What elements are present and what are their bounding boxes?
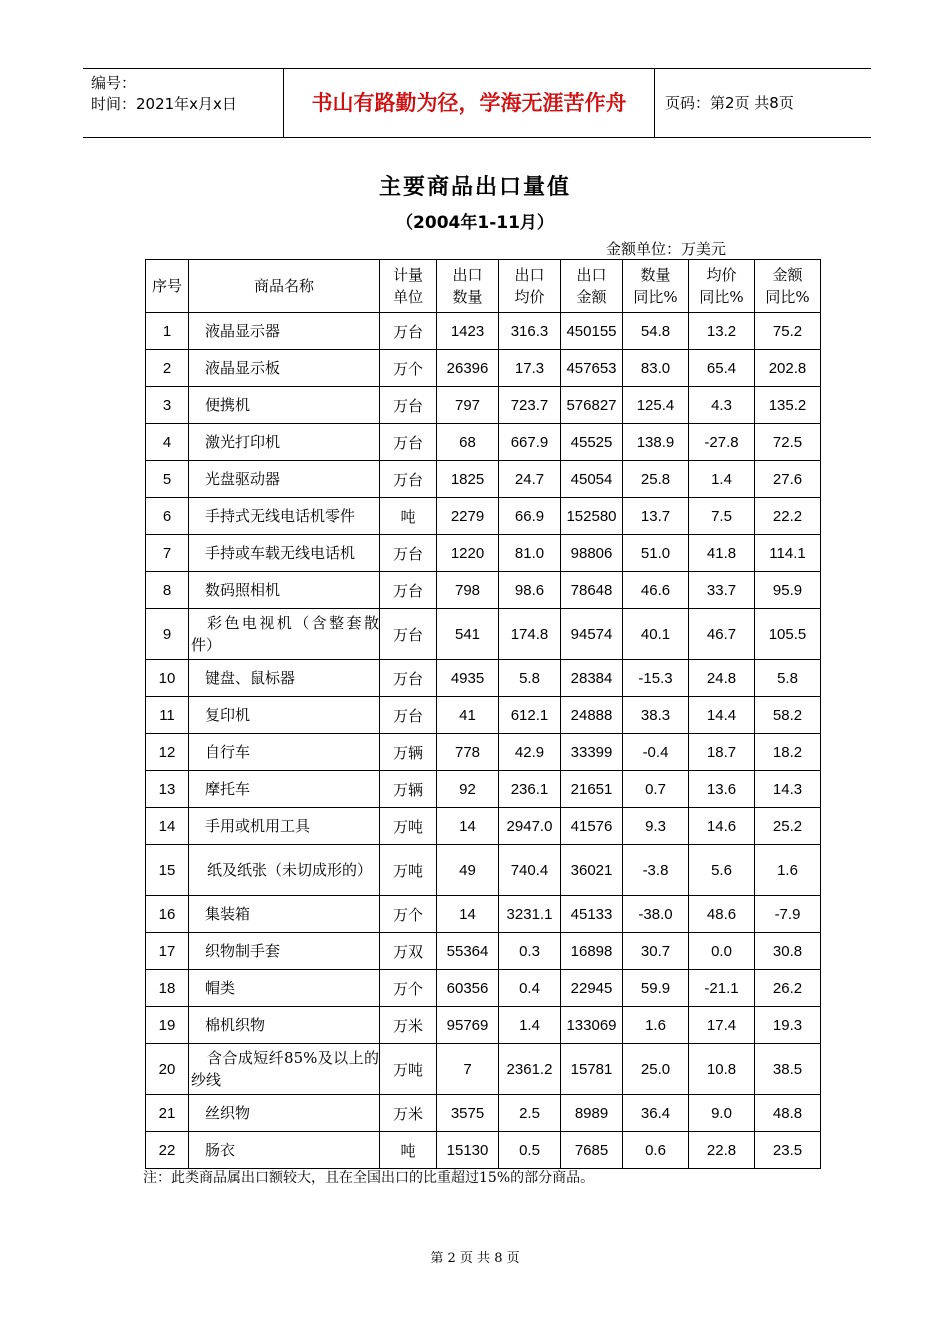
unit-cell: 万个 — [380, 970, 437, 1007]
avg-price-cell: 667.9 — [499, 424, 561, 461]
price-yoy-cell: 65.4 — [689, 350, 755, 387]
unit-cell: 万台 — [380, 424, 437, 461]
column-header — [689, 260, 755, 313]
row-index-cell: 3 — [146, 387, 189, 424]
amount-yoy-cell: 19.3 — [755, 1007, 821, 1044]
table-row — [146, 461, 821, 498]
unit-cell: 万吨 — [380, 808, 437, 845]
amount-yoy-cell: 25.2 — [755, 808, 821, 845]
product-name: 手持式无线电话机零件 — [205, 507, 356, 525]
product-name-cell — [189, 1095, 380, 1132]
product-name-cell — [189, 1044, 380, 1095]
product-name-cell — [189, 771, 380, 808]
price-yoy-cell: 17.4 — [689, 1007, 755, 1044]
column-header-line: 同比% — [633, 288, 678, 306]
table-row — [146, 535, 821, 572]
export-quantity-cell: 798 — [437, 572, 499, 609]
table-row — [146, 1095, 821, 1132]
product-name: 数码照相机 — [205, 581, 281, 599]
price-yoy-cell: 14.6 — [689, 808, 755, 845]
amount-yoy-cell: 22.2 — [755, 498, 821, 535]
export-quantity-cell: 95769 — [437, 1007, 499, 1044]
price-yoy-cell: 48.6 — [689, 896, 755, 933]
row-index-cell: 15 — [146, 845, 189, 896]
table-row — [146, 1132, 821, 1169]
price-yoy-cell: 4.3 — [689, 387, 755, 424]
export-amount-cell: 16898 — [561, 933, 623, 970]
product-name-cell — [189, 387, 380, 424]
product-name: 复印机 — [205, 706, 251, 724]
unit-note: 金额单位：万美元 — [606, 240, 727, 258]
quantity-yoy-cell: 59.9 — [623, 970, 689, 1007]
page-subtitle: （2004年1-11月） — [396, 213, 554, 233]
row-index-cell: 6 — [146, 498, 189, 535]
product-name: 激光打印机 — [205, 433, 281, 451]
export-amount-cell: 45525 — [561, 424, 623, 461]
product-name: 纸及纸张（未切成形的） — [207, 861, 373, 879]
unit-cell: 吨 — [380, 498, 437, 535]
export-quantity-cell: 3575 — [437, 1095, 499, 1132]
quantity-yoy-cell: -0.4 — [623, 734, 689, 771]
product-name-cell — [189, 350, 380, 387]
product-name: 手持或车载无线电话机 — [205, 544, 356, 562]
product-name-cell — [189, 660, 380, 697]
row-index-cell: 18 — [146, 970, 189, 1007]
amount-yoy-cell: 58.2 — [755, 697, 821, 734]
avg-price-cell: 0.4 — [499, 970, 561, 1007]
avg-price-cell: 2.5 — [499, 1095, 561, 1132]
amount-yoy-cell: 5.8 — [755, 660, 821, 697]
export-amount-cell: 41576 — [561, 808, 623, 845]
column-header — [380, 260, 437, 313]
product-name-cell — [189, 808, 380, 845]
table-row — [146, 350, 821, 387]
avg-price-cell: 1.4 — [499, 1007, 561, 1044]
row-index-cell: 7 — [146, 535, 189, 572]
unit-cell: 万辆 — [380, 771, 437, 808]
product-name: 液晶显示器 — [205, 322, 281, 340]
table-row — [146, 424, 821, 461]
export-amount-cell: 98806 — [561, 535, 623, 572]
product-name: 彩色电视机（含整套散件） — [191, 614, 379, 654]
price-yoy-cell: 9.0 — [689, 1095, 755, 1132]
table-row — [146, 387, 821, 424]
column-header-line: 商品名称 — [253, 277, 314, 295]
product-name: 织物制手套 — [205, 942, 281, 960]
export-quantity-cell: 541 — [437, 609, 499, 660]
unit-cell: 万米 — [380, 1095, 437, 1132]
export-quantity-cell: 4935 — [437, 660, 499, 697]
column-header — [499, 260, 561, 313]
table-row — [146, 1044, 821, 1095]
avg-price-cell: 2361.2 — [499, 1044, 561, 1095]
amount-yoy-cell: 18.2 — [755, 734, 821, 771]
product-name-cell — [189, 535, 380, 572]
row-index-cell: 17 — [146, 933, 189, 970]
avg-price-cell: 316.3 — [499, 313, 561, 350]
export-amount-cell: 576827 — [561, 387, 623, 424]
amount-yoy-cell: 27.6 — [755, 461, 821, 498]
product-name: 棉机织物 — [205, 1016, 266, 1034]
amount-yoy-cell: 72.5 — [755, 424, 821, 461]
quantity-yoy-cell: -3.8 — [623, 845, 689, 896]
table-row — [146, 660, 821, 697]
export-amount-cell: 78648 — [561, 572, 623, 609]
export-amount-cell: 22945 — [561, 970, 623, 1007]
quantity-yoy-cell: 83.0 — [623, 350, 689, 387]
table-row — [146, 609, 821, 660]
product-name: 集装箱 — [205, 905, 251, 923]
quantity-yoy-cell: 138.9 — [623, 424, 689, 461]
export-quantity-cell: 60356 — [437, 970, 499, 1007]
avg-price-cell: 740.4 — [499, 845, 561, 896]
column-header — [623, 260, 689, 313]
unit-cell: 万个 — [380, 896, 437, 933]
avg-price-cell: 3231.1 — [499, 896, 561, 933]
column-header-line: 计量 — [392, 266, 423, 284]
export-table — [145, 259, 821, 1169]
column-header-line: 金额 — [772, 266, 803, 284]
export-amount-cell: 33399 — [561, 734, 623, 771]
table-row — [146, 771, 821, 808]
avg-price-cell: 0.5 — [499, 1132, 561, 1169]
unit-cell: 万台 — [380, 313, 437, 350]
column-header-line: 出口 — [576, 266, 607, 284]
table-row — [146, 1007, 821, 1044]
amount-yoy-cell: 114.1 — [755, 535, 821, 572]
row-index-cell: 19 — [146, 1007, 189, 1044]
quantity-yoy-cell: 0.6 — [623, 1132, 689, 1169]
row-index-cell: 14 — [146, 808, 189, 845]
unit-cell: 万台 — [380, 609, 437, 660]
quantity-yoy-cell: 54.8 — [623, 313, 689, 350]
amount-yoy-cell: 26.2 — [755, 970, 821, 1007]
export-quantity-cell: 68 — [437, 424, 499, 461]
export-amount-cell: 450155 — [561, 313, 623, 350]
column-header-line: 金额 — [576, 288, 607, 306]
row-index-cell: 4 — [146, 424, 189, 461]
doc-code-label: 编号： — [91, 74, 137, 92]
price-yoy-cell: 13.2 — [689, 313, 755, 350]
column-header-line: 均价 — [514, 288, 545, 306]
price-yoy-cell: 41.8 — [689, 535, 755, 572]
export-amount-cell: 28384 — [561, 660, 623, 697]
product-name-cell — [189, 313, 380, 350]
column-header-line: 出口 — [514, 266, 545, 284]
avg-price-cell: 66.9 — [499, 498, 561, 535]
price-yoy-cell: 10.8 — [689, 1044, 755, 1095]
table-row — [146, 896, 821, 933]
export-quantity-cell: 797 — [437, 387, 499, 424]
row-index-cell: 16 — [146, 896, 189, 933]
amount-yoy-cell: 105.5 — [755, 609, 821, 660]
export-amount-cell: 7685 — [561, 1132, 623, 1169]
product-name-cell — [189, 1132, 380, 1169]
row-index-cell: 20 — [146, 1044, 189, 1095]
table-row — [146, 933, 821, 970]
row-index-cell: 12 — [146, 734, 189, 771]
unit-cell: 万米 — [380, 1007, 437, 1044]
export-quantity-cell: 14 — [437, 808, 499, 845]
product-name: 丝织物 — [205, 1104, 251, 1122]
row-index-cell: 2 — [146, 350, 189, 387]
amount-yoy-cell: 75.2 — [755, 313, 821, 350]
product-name-cell — [189, 609, 380, 660]
table-row — [146, 734, 821, 771]
unit-cell: 万台 — [380, 535, 437, 572]
column-header — [146, 260, 189, 313]
column-header-line: 数量 — [452, 288, 483, 306]
avg-price-cell: 174.8 — [499, 609, 561, 660]
avg-price-cell: 0.3 — [499, 933, 561, 970]
export-quantity-cell: 14 — [437, 896, 499, 933]
export-quantity-cell: 2279 — [437, 498, 499, 535]
price-yoy-cell: 14.4 — [689, 697, 755, 734]
product-name-cell — [189, 498, 380, 535]
avg-price-cell: 42.9 — [499, 734, 561, 771]
product-name-cell — [189, 933, 380, 970]
export-quantity-cell: 1825 — [437, 461, 499, 498]
amount-yoy-cell: 202.8 — [755, 350, 821, 387]
unit-cell: 吨 — [380, 1132, 437, 1169]
quantity-yoy-cell: 46.6 — [623, 572, 689, 609]
export-amount-cell: 45133 — [561, 896, 623, 933]
avg-price-cell: 2947.0 — [499, 808, 561, 845]
product-name: 键盘、鼠标器 — [205, 669, 296, 687]
price-yoy-cell: 5.6 — [689, 845, 755, 896]
avg-price-cell: 612.1 — [499, 697, 561, 734]
quantity-yoy-cell: 38.3 — [623, 697, 689, 734]
header-divider — [654, 69, 655, 137]
table-body — [146, 313, 821, 1169]
product-name: 光盘驱动器 — [205, 470, 281, 488]
table-row — [146, 313, 821, 350]
avg-price-cell: 24.7 — [499, 461, 561, 498]
table-footnote: 注：此类商品属出口额较大，且在全国出口的比重超过15%的部分商品。 — [143, 1170, 595, 1186]
product-name: 肠衣 — [205, 1141, 236, 1159]
amount-yoy-cell: 135.2 — [755, 387, 821, 424]
avg-price-cell: 98.6 — [499, 572, 561, 609]
column-header-line: 数量 — [640, 266, 671, 284]
unit-cell: 万台 — [380, 461, 437, 498]
product-name: 帽类 — [205, 979, 236, 997]
avg-price-cell: 5.8 — [499, 660, 561, 697]
column-header — [437, 260, 499, 313]
unit-cell: 万辆 — [380, 734, 437, 771]
export-amount-cell: 94574 — [561, 609, 623, 660]
column-header — [561, 260, 623, 313]
unit-cell: 万台 — [380, 387, 437, 424]
quantity-yoy-cell: 25.0 — [623, 1044, 689, 1095]
unit-cell: 万吨 — [380, 845, 437, 896]
avg-price-cell: 236.1 — [499, 771, 561, 808]
product-name: 自行车 — [205, 743, 251, 761]
export-amount-cell: 24888 — [561, 697, 623, 734]
row-index-cell: 13 — [146, 771, 189, 808]
column-header-line: 同比% — [765, 288, 810, 306]
export-quantity-cell: 92 — [437, 771, 499, 808]
avg-price-cell: 723.7 — [499, 387, 561, 424]
page-footer: 第 2 页 共 8 页 — [430, 1251, 520, 1266]
export-quantity-cell: 26396 — [437, 350, 499, 387]
page-header — [83, 68, 871, 138]
page-title: 主要商品出口量值 — [378, 175, 571, 200]
export-quantity-cell: 1220 — [437, 535, 499, 572]
column-header — [755, 260, 821, 313]
amount-yoy-cell: 23.5 — [755, 1132, 821, 1169]
product-name-cell — [189, 572, 380, 609]
unit-cell: 万台 — [380, 572, 437, 609]
table-row — [146, 572, 821, 609]
quantity-yoy-cell: 13.7 — [623, 498, 689, 535]
price-yoy-cell: 33.7 — [689, 572, 755, 609]
quantity-yoy-cell: 1.6 — [623, 1007, 689, 1044]
quantity-yoy-cell: -15.3 — [623, 660, 689, 697]
unit-cell: 万个 — [380, 350, 437, 387]
amount-yoy-cell: 1.6 — [755, 845, 821, 896]
amount-yoy-cell: 95.9 — [755, 572, 821, 609]
column-header — [189, 260, 380, 313]
export-quantity-cell: 15130 — [437, 1132, 499, 1169]
column-header-line: 均价 — [706, 266, 737, 284]
row-index-cell: 9 — [146, 609, 189, 660]
price-yoy-cell: 1.4 — [689, 461, 755, 498]
price-yoy-cell: -21.1 — [689, 970, 755, 1007]
product-name-cell — [189, 461, 380, 498]
product-name: 含合成短纤85%及以上的纱线 — [191, 1049, 379, 1089]
quantity-yoy-cell: 9.3 — [623, 808, 689, 845]
price-yoy-cell: 7.5 — [689, 498, 755, 535]
export-amount-cell: 152580 — [561, 498, 623, 535]
row-index-cell: 11 — [146, 697, 189, 734]
quantity-yoy-cell: 30.7 — [623, 933, 689, 970]
export-amount-cell: 45054 — [561, 461, 623, 498]
export-quantity-cell: 41 — [437, 697, 499, 734]
product-name: 液晶显示板 — [205, 359, 281, 377]
export-quantity-cell: 7 — [437, 1044, 499, 1095]
unit-cell: 万台 — [380, 697, 437, 734]
product-name-cell — [189, 424, 380, 461]
row-index-cell: 22 — [146, 1132, 189, 1169]
avg-price-cell: 81.0 — [499, 535, 561, 572]
table-row — [146, 697, 821, 734]
avg-price-cell: 17.3 — [499, 350, 561, 387]
price-yoy-cell: 46.7 — [689, 609, 755, 660]
export-quantity-cell: 55364 — [437, 933, 499, 970]
price-yoy-cell: 18.7 — [689, 734, 755, 771]
product-name-cell — [189, 970, 380, 1007]
quantity-yoy-cell: 0.7 — [623, 771, 689, 808]
row-index-cell: 21 — [146, 1095, 189, 1132]
quantity-yoy-cell: 40.1 — [623, 609, 689, 660]
amount-yoy-cell: 14.3 — [755, 771, 821, 808]
amount-yoy-cell: -7.9 — [755, 896, 821, 933]
product-name-cell — [189, 896, 380, 933]
export-quantity-cell: 778 — [437, 734, 499, 771]
amount-yoy-cell: 48.8 — [755, 1095, 821, 1132]
price-yoy-cell: 24.8 — [689, 660, 755, 697]
price-yoy-cell: 0.0 — [689, 933, 755, 970]
quantity-yoy-cell: 125.4 — [623, 387, 689, 424]
product-name: 手用或机用工具 — [205, 817, 311, 835]
header-motto: 书山有路勤为径，学海无涯苦作舟 — [311, 91, 627, 115]
table-row — [146, 845, 821, 896]
export-amount-cell: 36021 — [561, 845, 623, 896]
row-index-cell: 5 — [146, 461, 189, 498]
price-yoy-cell: 13.6 — [689, 771, 755, 808]
product-name: 便携机 — [205, 396, 251, 414]
price-yoy-cell: -27.8 — [689, 424, 755, 461]
export-amount-cell: 8989 — [561, 1095, 623, 1132]
column-header-line: 出口 — [452, 266, 483, 284]
amount-yoy-cell: 30.8 — [755, 933, 821, 970]
product-name-cell — [189, 734, 380, 771]
export-amount-cell: 133069 — [561, 1007, 623, 1044]
table-header-row — [146, 260, 821, 313]
unit-cell: 万双 — [380, 933, 437, 970]
quantity-yoy-cell: 25.8 — [623, 461, 689, 498]
unit-cell: 万吨 — [380, 1044, 437, 1095]
export-amount-cell: 21651 — [561, 771, 623, 808]
row-index-cell: 1 — [146, 313, 189, 350]
doc-date-label: 时间：2021年x月x日 — [91, 95, 237, 113]
export-quantity-cell: 1423 — [437, 313, 499, 350]
column-header-line: 序号 — [151, 277, 182, 295]
product-name-cell — [189, 697, 380, 734]
header-meta — [91, 73, 281, 115]
export-amount-cell: 457653 — [561, 350, 623, 387]
quantity-yoy-cell: 51.0 — [623, 535, 689, 572]
product-name: 摩托车 — [205, 780, 251, 798]
price-yoy-cell: 22.8 — [689, 1132, 755, 1169]
export-quantity-cell: 49 — [437, 845, 499, 896]
quantity-yoy-cell: 36.4 — [623, 1095, 689, 1132]
export-amount-cell: 15781 — [561, 1044, 623, 1095]
column-header-line: 同比% — [699, 288, 744, 306]
header-page-number: 页码：第2页 共8页 — [665, 94, 794, 112]
table-row — [146, 970, 821, 1007]
quantity-yoy-cell: -38.0 — [623, 896, 689, 933]
row-index-cell: 10 — [146, 660, 189, 697]
column-header-line: 单位 — [392, 288, 423, 306]
product-name-cell — [189, 1007, 380, 1044]
table-row — [146, 808, 821, 845]
unit-cell: 万台 — [380, 660, 437, 697]
amount-yoy-cell: 38.5 — [755, 1044, 821, 1095]
row-index-cell: 8 — [146, 572, 189, 609]
table-row — [146, 498, 821, 535]
product-name-cell — [189, 845, 380, 896]
